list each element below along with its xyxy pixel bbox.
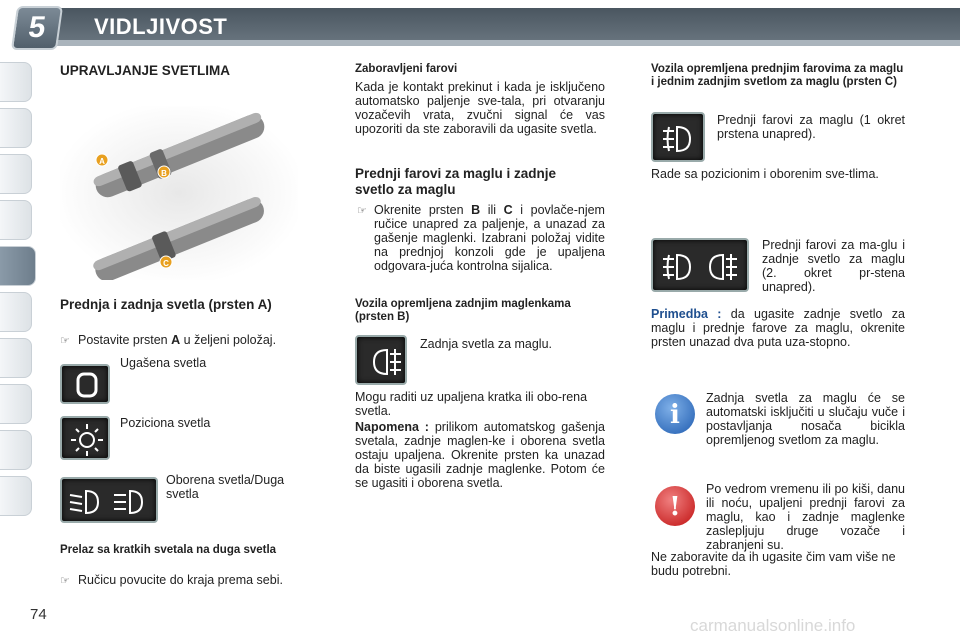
chapter-tabs: [0, 62, 34, 522]
dipped-label: Oborena svetla/Duga svetla: [166, 473, 285, 501]
front-fog-light-icon: [651, 112, 705, 162]
chapter-tab[interactable]: [0, 200, 32, 240]
lighting-stalk-illustration: [60, 106, 298, 280]
watermark: carmanualsonline.info: [690, 616, 856, 635]
chapter-number: 5: [11, 6, 63, 50]
rear-fog-label: Zadnja svetla za maglu.: [420, 337, 553, 351]
flash-heading: Prelaz sa kratkih svetala na duga svetla: [60, 544, 277, 556]
right-heading: Vozila opremljena prednjim farovima za maglu i jednim zadnjim svetlom za maglu (prsten C): [651, 63, 904, 88]
chapter-tab[interactable]: [0, 430, 32, 470]
chapter-tab[interactable]: [0, 476, 32, 516]
warning-text: Po vedrom vremenu ili po kiši, danu ili noću, upaljeni prednji farovi za maglu, kao i zadnje maglenke zaslepljuju druge vozače i zabranjeni su.: [706, 482, 905, 552]
pointing-hand-icon: ☞: [60, 335, 70, 347]
position-light-icon: [60, 416, 110, 460]
fog-heading: Prednji farovi za maglu i zadnje svetlo za maglu: [355, 166, 557, 197]
remark-paragraph: Primedba : da ugasite zadnje svetlo za maglu i prednje farove za maglu, okrenite prsten unazad dva puta uza-stopno.: [651, 307, 905, 349]
info-text: Zadnja svetla za maglu će se automatski isključiti u slučaju vuče i postavljanja nosača bicikla opremljenog svetlom za maglu.: [706, 391, 905, 447]
lights-off-icon: [60, 364, 110, 404]
header-underline: [40, 40, 960, 46]
rear-fog-heading: Vozila opremljena zadnjim maglenkama (prsten B): [355, 298, 571, 323]
works-with-text: Rade sa pozicionim i oborenim sve-tlima.: [651, 167, 879, 181]
fog-instructions: Okrenite prsten B ili C i povlače-njem ručice unapred za paljenje, a unazad za gašenje maglenki. Izabrani položaj vidite na prednjoj konzoli gde je upaljena odgovara-juća kontrolna sijalica.: [374, 203, 605, 273]
warning-followup: Ne zaboravite da ih ugasite čim vam više ne budu potrebni.: [651, 550, 896, 578]
lever-label-a: A: [99, 157, 105, 166]
chapter-tab[interactable]: [0, 154, 32, 194]
section-title: UPRAVLJANJE SVETLIMA: [60, 63, 231, 78]
pointing-hand-icon: ☞: [60, 575, 70, 587]
lever-label-c: C: [163, 259, 169, 268]
warning-icon: !: [655, 486, 695, 526]
forgotten-heading: Zaboravljeni farovi: [355, 63, 458, 75]
position-label: Poziciona svetla: [120, 416, 211, 430]
chapter-tab[interactable]: [0, 292, 32, 332]
lever-label-b: B: [161, 169, 167, 178]
flash-text: Ručicu povucite do kraja prema sebi.: [78, 573, 283, 587]
rear-fog-light-icon: [355, 335, 407, 385]
chapter-title: VIDLJIVOST: [94, 14, 228, 39]
chapter-tab[interactable]: [0, 62, 32, 102]
chapter-tab[interactable]: [0, 384, 32, 424]
both-fog-label: Prednji farovi za ma-glu i zadnje svetlo za maglu (2. okret pr-stena unapred).: [762, 238, 905, 294]
off-label: Ugašena svetla: [120, 356, 207, 370]
page-number: 74: [30, 606, 47, 623]
pointing-hand-icon: ☞: [357, 205, 367, 217]
front-fog-label: Prednji farovi za maglu (1 okret prstena unapred).: [717, 113, 905, 141]
dipped-main-beam-icon: [60, 477, 158, 523]
chapter-tab[interactable]: [0, 108, 32, 148]
forgotten-text: Kada je kontakt prekinut i kada je isključeno automatsko paljenje sve-tala, pri otvaranju vozačevih vrata, zvučni signal će vas upozoriti da ste zaboravili da ugasite svetla.: [355, 80, 605, 136]
note-paragraph: Napomena : prilikom automatskog gašenja svetala, zadnje maglen-ke i oborena svetla ostaju upaljena. Okrenite prsten ka unazad da biste ugasili zadnje maglenke. Potom će se ugasiti i oborena svetla.: [355, 420, 605, 490]
page-header: [0, 0, 960, 52]
chapter-tab-active[interactable]: [0, 246, 36, 286]
info-icon: i: [655, 394, 695, 434]
front-rear-fog-light-icon: [651, 238, 749, 292]
rear-fog-note: Mogu raditi uz upaljena kratka ili obo-rena svetla.: [355, 390, 588, 418]
front-rear-heading: Prednja i zadnja svetla (prsten A): [60, 297, 272, 312]
bullet-set-ring-a: Postavite prsten A u željeni položaj.: [78, 333, 277, 347]
chapter-tab[interactable]: [0, 338, 32, 378]
